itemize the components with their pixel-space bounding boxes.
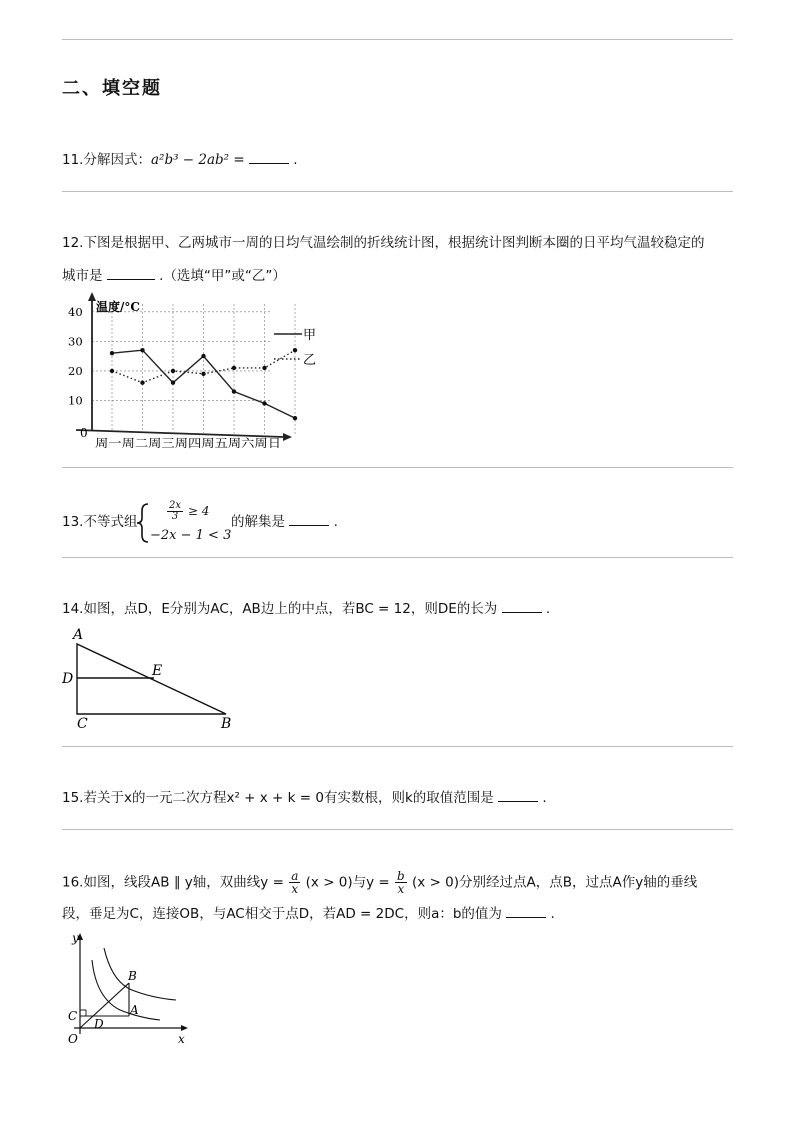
q13-answer-blank[interactable] [289,512,329,526]
series-0-point-1 [140,348,144,352]
q14-triangle-figure [58,626,244,732]
y-tick-30: 30 [68,334,83,349]
curve-a [92,960,160,1020]
question-12-line1: 12.下图是根据甲、乙两城市一周的日均气温绘制的折线统计图，根据统计图判断本圈的日平均气温较稳定的 [62,235,705,251]
x-category-labels: 周一周二周三周四周五周六周日 [95,436,281,450]
q13-inequality-1 [166,501,209,522]
origin-label: 0 [80,426,88,440]
question-16-line2 [62,904,555,924]
series-1-point-3 [201,372,205,376]
triangle-abc [77,644,226,714]
x-axis-arrow [283,433,292,441]
chart-ylabel: 温度/°C [96,300,140,314]
q12-answer-blank[interactable] [107,266,155,280]
curve-b [104,948,176,1000]
q15-answer-blank[interactable] [498,788,538,802]
top-divider [62,39,733,40]
q11-prefix: 11.分解因式： [62,152,151,168]
divider-15 [62,829,733,830]
label-x: x [178,1032,185,1046]
section-title: 二、填空题 [62,78,162,99]
y-tick-40: 40 [68,304,83,319]
q12-suffix: .（选填“甲”或“乙”） [159,268,286,284]
y-axis-arrow [88,292,96,301]
question-11 [62,150,298,170]
q13-frac-den: 3 [171,511,179,522]
series-1-point-4 [232,366,236,370]
label-c: C [77,716,88,732]
label-d: D [62,671,74,687]
series-1-point-5 [262,366,266,370]
series-0-point-4 [232,389,236,393]
divider-14 [62,746,733,747]
q14-suffix: . [545,601,551,617]
q15-text: 15.若关于x的一元二次方程x² + x + k = 0有实数根，则k的取值范围是 [62,790,494,806]
q12-prefix: 城市是 [62,268,103,284]
y-tick-labels [68,305,83,408]
q11-expression: a²b³ − 2ab² = [150,152,245,168]
question-12-line2 [62,266,286,286]
q13-brace [136,503,150,543]
divider-11 [62,191,733,192]
label-a: A [73,627,84,643]
series-0-point-5 [262,401,266,405]
series-1-point-0 [110,369,114,373]
segment-ob [80,983,129,1028]
q11-answer-blank[interactable] [249,150,289,164]
label-b: B [128,969,137,983]
question-16-line1 [62,870,697,895]
label-y: y [72,931,79,945]
q16-f1-num: a [291,869,299,883]
temperature-line-chart [62,292,322,454]
right-angle-mark [80,1010,86,1016]
question-15 [62,788,547,808]
label-e: E [152,663,163,679]
series-0-point-0 [110,351,114,355]
q16-hyperbola-figure [64,930,194,1048]
q16-fraction-a [289,870,300,895]
series-0-point-6 [293,416,297,420]
q13-ineq1-rest: ≥ 4 [187,504,210,518]
q16-suffix: . [550,906,555,922]
label-b: B [221,716,232,732]
label-c: C [68,1009,78,1023]
label-d: D [94,1017,104,1031]
label-o: O [68,1032,78,1046]
question-13-prefix: 13.不等式组 [62,514,138,530]
q13-inequality-2: −2x − 1 < 3 [150,528,232,543]
q13-suffix: . [333,514,338,530]
q13-fraction [167,501,183,522]
q16-f2-den: x [397,882,405,896]
q13-suffix-text: 的解集是 [231,514,285,530]
q16-line1-c: (x > 0)分别经过点A，点B，过点A作y轴的垂线 [412,874,698,891]
question-14 [62,599,550,619]
q13-frac-num: 2x [169,500,182,511]
series-1-point-1 [140,381,144,385]
q16-line1-a: 16.如图，线段AB ∥ y轴，双曲线y = [62,874,284,891]
q11-suffix: . [293,152,298,168]
q14-answer-blank[interactable] [502,599,542,613]
x-axis-arrow [181,1025,188,1031]
q16-f1-den: x [291,882,299,896]
q15-suffix: . [542,790,547,806]
question-13-suffix [231,512,338,532]
q14-text: 14.如图，点D，E分别为AC，AB边上的中点，若BC = 12，则DE的长为 [62,601,498,617]
y-tick-20: 20 [68,363,83,378]
chart-axes [76,292,292,441]
q16-answer-blank[interactable] [506,904,546,918]
divider-13 [62,557,733,558]
q16-line2: 段，垂足为C，连接OB，与AC相交于点D，若AD = 2DC，则a：b的值为 [62,906,502,922]
legend-label-jia: 甲 [303,328,317,343]
divider-12 [62,467,733,468]
series-0-point-2 [171,381,175,385]
q16-f2-num: b [397,869,405,883]
y-tick-10: 10 [68,393,83,408]
series-1-point-6 [293,348,297,352]
legend-label-yi: 乙 [303,353,317,368]
series-1-point-2 [171,369,175,373]
q16-fraction-b [395,870,407,895]
label-a: A [130,1003,139,1017]
series-0-point-3 [201,354,205,358]
q16-line1-b: (x > 0)与y = [305,874,390,891]
